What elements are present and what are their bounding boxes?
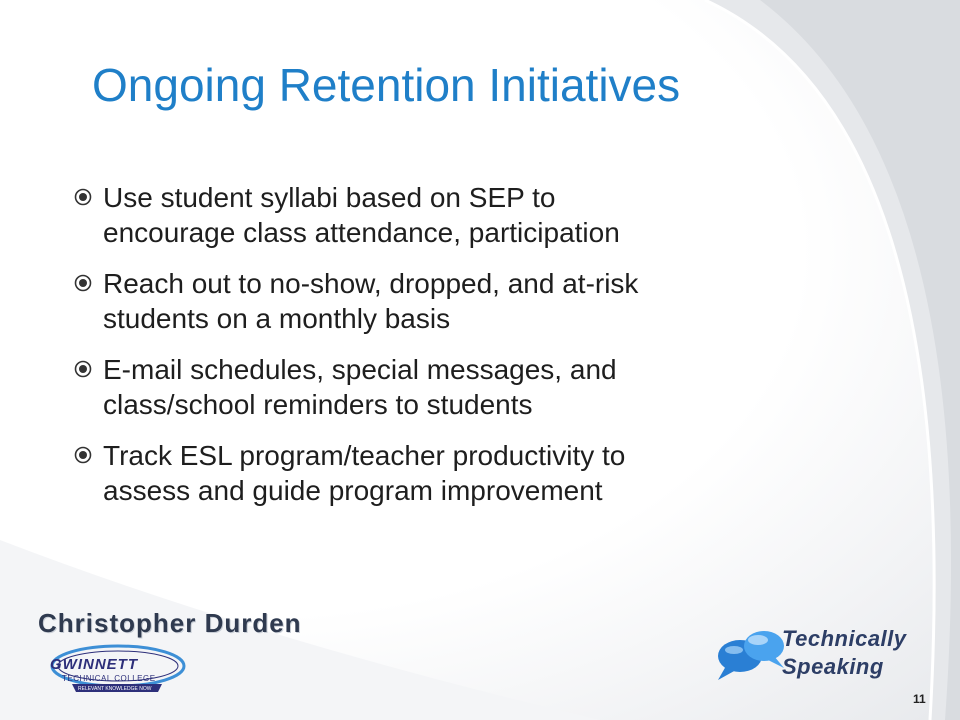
bullet-item-4 <box>72 438 772 508</box>
slide-title: Ongoing Retention Initiatives <box>92 59 681 111</box>
bullet-item-2 <box>72 266 772 336</box>
circled-target-icon <box>74 274 92 292</box>
brand-line-1: Technically <box>782 626 907 651</box>
college-name: GWINNETT <box>50 656 138 673</box>
circled-target-icon <box>74 446 92 464</box>
bullet-item-3 <box>72 352 772 422</box>
circled-target-icon <box>74 360 92 378</box>
bullet-item-1 <box>72 180 772 250</box>
bullet-list <box>72 180 772 524</box>
college-subtitle: TECHNICAL COLLEGE <box>62 674 156 683</box>
bullet-text-line: encourage class attendance, participation <box>103 217 620 248</box>
bullet-text-line: students on a monthly basis <box>103 303 451 334</box>
college-motto: RELEVANT KNOWLEDGE NOW <box>78 686 152 692</box>
bullet-text-line: Reach out to no-show, dropped, and at-risk <box>103 268 639 299</box>
circled-target-icon <box>74 188 92 206</box>
speech-bubbles-icon <box>712 620 792 688</box>
bullet-text-line: Track ESL program/teacher productivity to <box>103 440 626 471</box>
bullet-text-line: Use student syllabi based on SEP to <box>103 182 556 213</box>
brand-line-2: Speaking <box>782 654 884 679</box>
presenter-name: Christopher Durden <box>38 608 302 638</box>
bullet-text-line: assess and guide program improvement <box>103 475 603 506</box>
bullet-text-line: E-mail schedules, special messages, and <box>103 354 617 385</box>
page-number: 11 <box>913 692 926 706</box>
bullet-text-line: class/school reminders to students <box>103 389 533 420</box>
